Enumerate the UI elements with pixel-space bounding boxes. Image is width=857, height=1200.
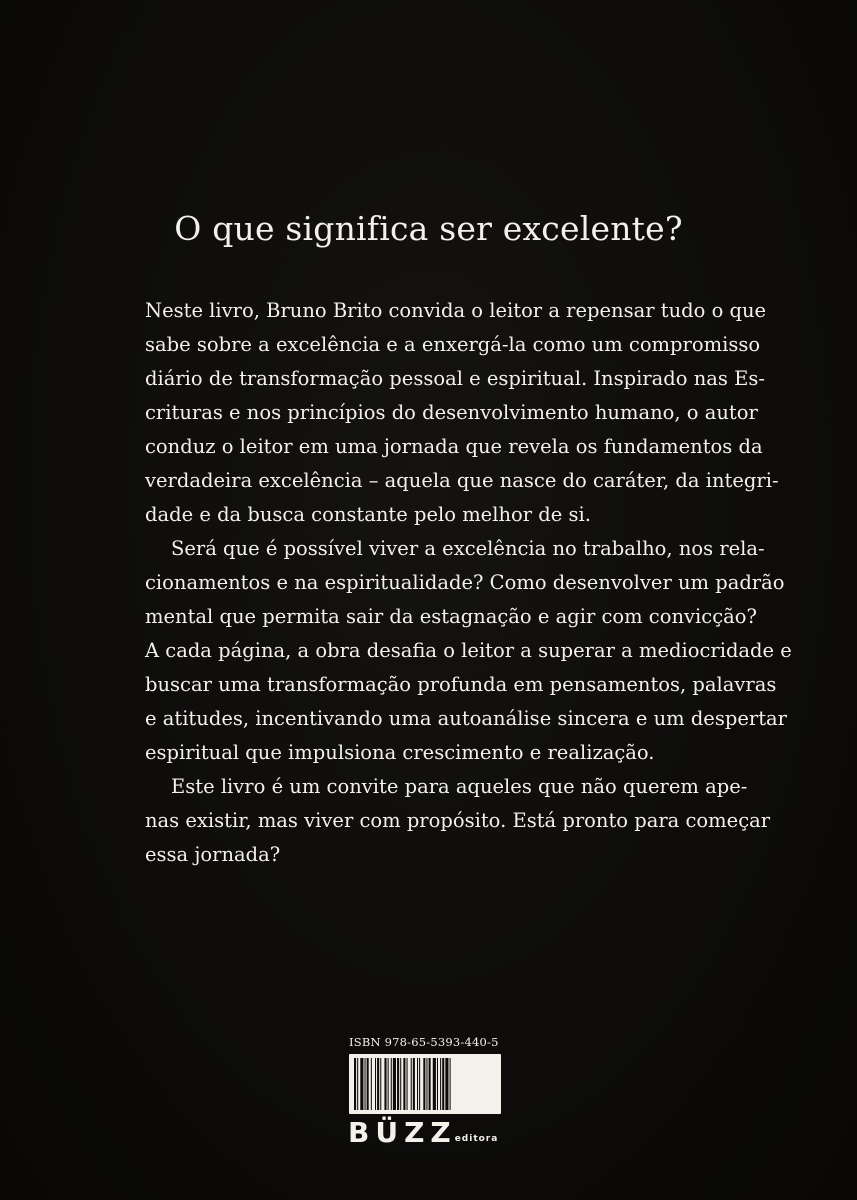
blurb-paragraph-1: [145, 294, 779, 532]
blurb-line: essa jornada?: [145, 843, 281, 866]
blurb-line: Será que é possível viver a excelência no trabalho, nos rela-: [171, 537, 765, 560]
blurb: [145, 294, 792, 872]
publisher-name: BÜZZ: [348, 1116, 457, 1149]
isbn-number: ISBN 978-65-5393-440-5: [349, 1035, 499, 1049]
blurb-line: sabe sobre a excelência e a enxergá-la como um compromisso: [145, 333, 761, 356]
blurb-paragraph-3: [145, 770, 771, 872]
blurb-line: espiritual que impulsiona crescimento e realização.: [145, 741, 655, 764]
blurb-line: conduz o leitor em uma jornada que revela os fundamentos da: [145, 435, 763, 458]
blurb-line: verdadeira excelência – aquela que nasce do caráter, da integri-: [145, 469, 779, 492]
blurb-line: e atitudes, incentivando uma autoanálise sincera e um despertar: [145, 707, 787, 730]
blurb-line: dade e da busca constante pelo melhor de si.: [145, 503, 591, 526]
blurb-line: A cada página, a obra desafia o leitor a superar a mediocridade e: [145, 639, 792, 662]
blurb-line: nas existir, mas viver com propósito. Está pronto para começar: [145, 809, 771, 832]
blurb-line: Este livro é um convite para aqueles que não querem ape-: [171, 775, 748, 798]
blurb-line: buscar uma transformação profunda em pensamentos, palavras: [145, 673, 777, 696]
blurb-line: mental que permita sair da estagnação e agir com convicção?: [145, 605, 757, 628]
publisher-logo: [348, 1118, 498, 1148]
blurb-line: Neste livro, Bruno Brito convida o leitor a repensar tudo o que: [145, 299, 767, 322]
blurb-line: diário de transformação pessoal e espiritual. Inspirado nas Es-: [145, 367, 765, 390]
cover-headline: O que significa ser excelente?: [174, 209, 683, 248]
blurb-line: crituras e nos princípios do desenvolvimento humano, o autor: [145, 401, 758, 424]
barcode: [349, 1054, 501, 1114]
publisher-tagline: editora: [454, 1134, 499, 1144]
barcode-bars: [349, 1054, 501, 1114]
blurb-line: cionamentos e na espiritualidade? Como desenvolver um padrão: [145, 571, 785, 594]
blurb-paragraph-2: [145, 532, 792, 770]
